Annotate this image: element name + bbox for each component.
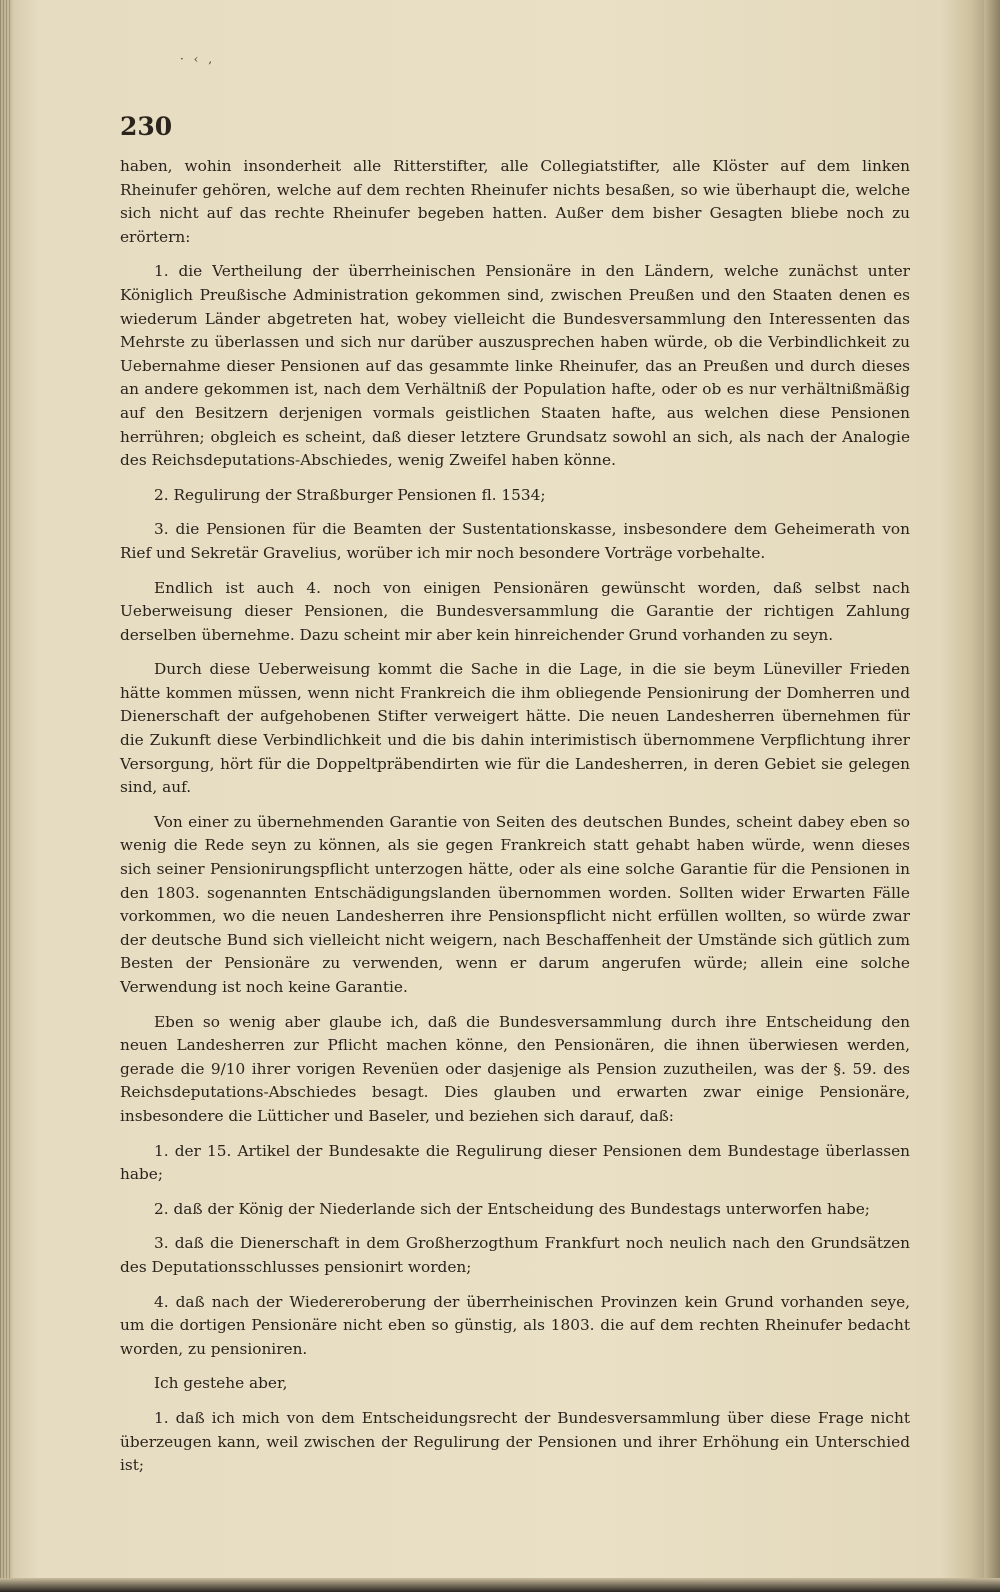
paragraph: 2. Regulirung der Straßburger Pensionen fl. 1534; (154, 485, 546, 504)
paragraph: Endlich ist auch 4. noch von einigen Pensionären gewünscht worden, daß selbst nach Ueberweisung dieser Pensionen, die Bundesversammlung die Garantie der richtigen Zahlung derselben übernehme. Dazu scheint mir aber kein hinreichender Grund vorhanden zu seyn. (120, 578, 910, 644)
paragraph: 4. daß nach der Wiedereroberung der überrheinischen Provinzen kein Grund vorhanden seye, um die dortigen Pensionäre nicht eben so günstig, als 1803. die auf dem rechten Rheinufer bedacht worden, zu pensioniren. (120, 1292, 910, 1358)
page-bottom-edge (0, 1578, 1000, 1592)
paragraph: 3. daß die Dienerschaft in dem Großherzogthum Frankfurt noch neulich nach den Grundsätzen des Deputationsschlusses pensionirt worden; (120, 1234, 910, 1276)
paragraph: haben, wohin insonderheit alle Ritterstifter, alle Collegiatstifter, alle Klöster auf dem linken Rheinufer gehören, welche auf dem rechten Rheinufer nichts besaßen, so wie überhaupt die, welche sich nicht auf das rechte Rheinufer begeben hatten. Außer dem bisher Gesagten bliebe noch zu erörtern: (120, 157, 910, 246)
body-text (120, 155, 910, 1489)
paragraph: Ich gestehe aber, (154, 1374, 288, 1393)
paragraph: 1. daß ich mich von dem Entscheidungsrecht der Bundesversammlung über diese Frage nicht überzeugen kann, weil zwischen der Regulirung der Pensionen und ihrer Erhöhung ein Unterschied ist; (120, 1408, 910, 1475)
paragraph: Von einer zu übernehmenden Garantie von Seiten des deutschen Bundes, scheint dabey eben so wenig die Rede seyn zu können, als sie gegen Frankreich statt gehabt haben würde, wenn dieses sich seiner Pensionirungspflicht unterzogen hätte, oder als eine solche Garantie für die Pensionen in den 1803. sogenannten Entschädigungslanden übernommen worden. Sollten wider Erwarten Fälle vorkommen, wo die neuen Landesherren ihre Pensionspflicht nicht erfüllen wollten, so würde zwar der deutsche Bund sich vielleicht nicht weigern, nach Beschaffenheit der Umstände sich gütlich zum Besten der Pensionäre zu verwenden, wenn er darum angerufen würde; allein eine solche Verwendung ist noch keine Garantie. (120, 812, 910, 996)
paragraph: Eben so wenig aber glaube ich, daß die Bundesversammlung durch ihre Entscheidung den neuen Landesherren zur Pflicht machen könne, den Pensionären, die ihnen überwiesen werden, gerade die 9/10 ihrer vorigen Revenüen oder dasjenige als Pension zuzutheilen, was der §. 59. des Reichsdeputations-Abschiedes besagt. Dies glauben und erwarten zwar einige Pensionäre, insbesondere die Lütticher und Baseler, und beziehen sich darauf, daß: (120, 1012, 910, 1125)
paragraph: 2. daß der König der Niederlande sich der Entscheidung des Bundestags unterworfen habe; (154, 1199, 870, 1218)
page-right-edge (984, 0, 1000, 1592)
page-stack-edge (0, 0, 12, 1592)
paragraph: 3. die Pensionen für die Beamten der Sustentationskasse, insbesondere dem Geheimerath von Rief und Sekretär Gravelius, worüber ich mir noch besondere Vorträge vorbehalte. (120, 520, 910, 562)
top-mark: · ‹ , (180, 52, 216, 66)
page-number: 230 (120, 112, 173, 141)
paragraph: Durch diese Ueberweisung kommt die Sache in die Lage, in die sie beym Lüneviller Frieden hätte kommen müssen, wenn nicht Frankreich die ihm obliegende Pensionirung der Domherren und Dienerschaft der aufgehobenen Stifter verweigert hätte. Die neuen Landesherren übernehmen für die Zukunft diese Verbindlichkeit und die bis dahin interimistisch übernommene Verpflichtung ihrer Versorgung, hört für die Doppeltpräbendirten wie für die Landesherren, in deren Gebiet sie gelegen sind, auf. (120, 660, 910, 797)
paragraph: 1. der 15. Artikel der Bundesakte die Regulirung dieser Pensionen dem Bundestage überlassen habe; (120, 1141, 910, 1184)
paragraph: 1. die Vertheilung der überrheinischen Pensionäre in den Ländern, welche zunächst unter Königlich Preußische Administration gekommen sind, zwischen Preußen und den Staaten denen es wiederum Länder abgetreten hat, wobey vielleicht die Bundesversammlung den Interessenten das Mehrste zu überlassen und sich nur darüber auszusprechen haben würde, ob die Verbindlichkeit zu Uebernahme dieser Pensionen auf das gesammte linke Rheinufer, das an Preußen und durch dieses an andere gekommen ist, nach dem Verhältniß der Population hafte, oder ob es nur verhältnißmäßig auf den Besitzern derjenigen vormals geistlichen Staaten hafte, aus welchen diese Pensionen herrühren; obgleich es scheint, daß dieser letztere Grundsatz sowohl an sich, als nach der Analogie des Reichsdeputations-Abschiedes, wenig Zweifel haben könne. (120, 262, 910, 470)
